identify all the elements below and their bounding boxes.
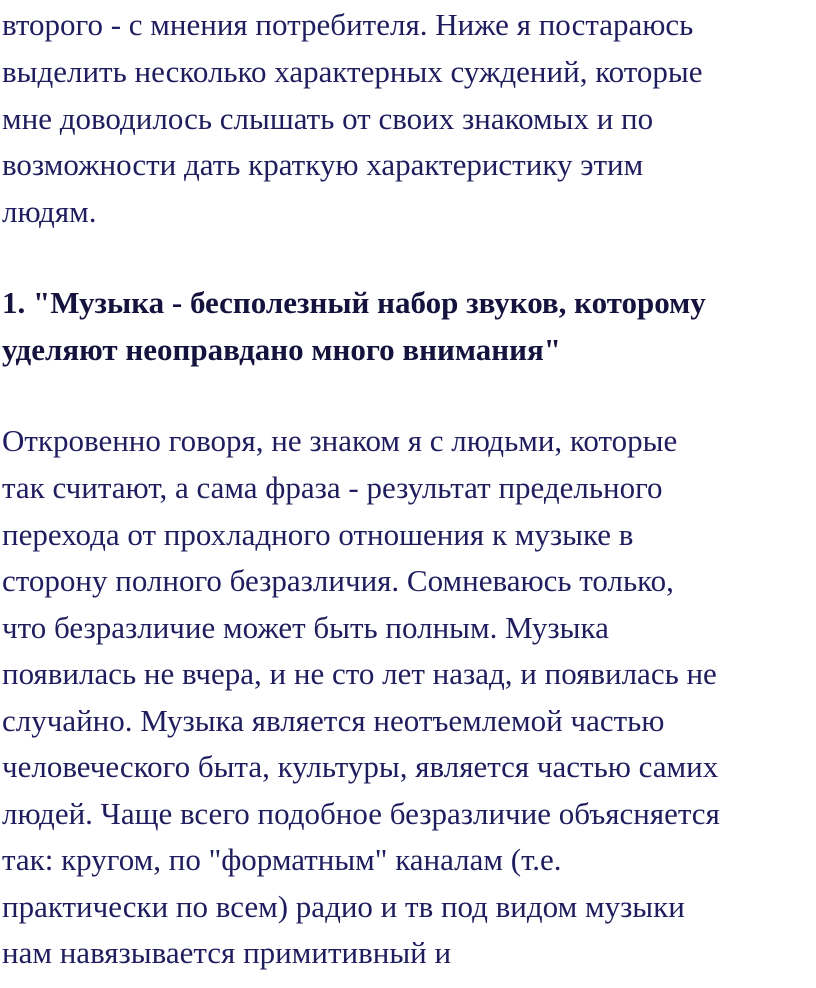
body-line: так: кругом, по "форматным" каналам (т.е. [2,842,562,877]
body-line: людей. Чаще всего подобное безразличие объясняется [2,796,720,831]
body-line: так считают, а сама фраза - результат предельного [2,470,663,505]
body-line: что безразличие может быть полным. Музыка [2,610,609,645]
body-line: перехода от прохладного отношения к музыке в [2,517,634,552]
intro-line: выделить несколько характерных суждений, которые [2,54,703,89]
section-heading-line: уделяют неоправдано много внимания" [2,332,561,367]
intro-line: второго - с мнения потребителя. Ниже я постараюсь [2,7,694,42]
body-line: сторону полного безразличия. Сомневаюсь только, [2,563,674,598]
section-heading-line: 1. "Музыка - бесполезный набор звуков, которому [2,285,706,320]
body-line: случайно. Музыка является неотъемлемой частью [2,703,665,738]
intro-line: мне доводилось слышать от своих знакомых и по [2,101,654,136]
body-line: появилась не вчера, и не сто лет назад, и появилась не [2,656,717,691]
body-line: практически по всем) радио и тв под видом музыки [2,889,685,924]
body-line: Откровенно говоря, не знаком я с людьми, которые [2,423,678,458]
intro-line: людям. [2,194,97,229]
body-line: человеческого быта, культуры, является частью самих [2,749,719,784]
intro-line: возможности дать краткую характеристику этим [2,147,644,182]
body-line: нам навязывается примитивный и [2,935,452,970]
